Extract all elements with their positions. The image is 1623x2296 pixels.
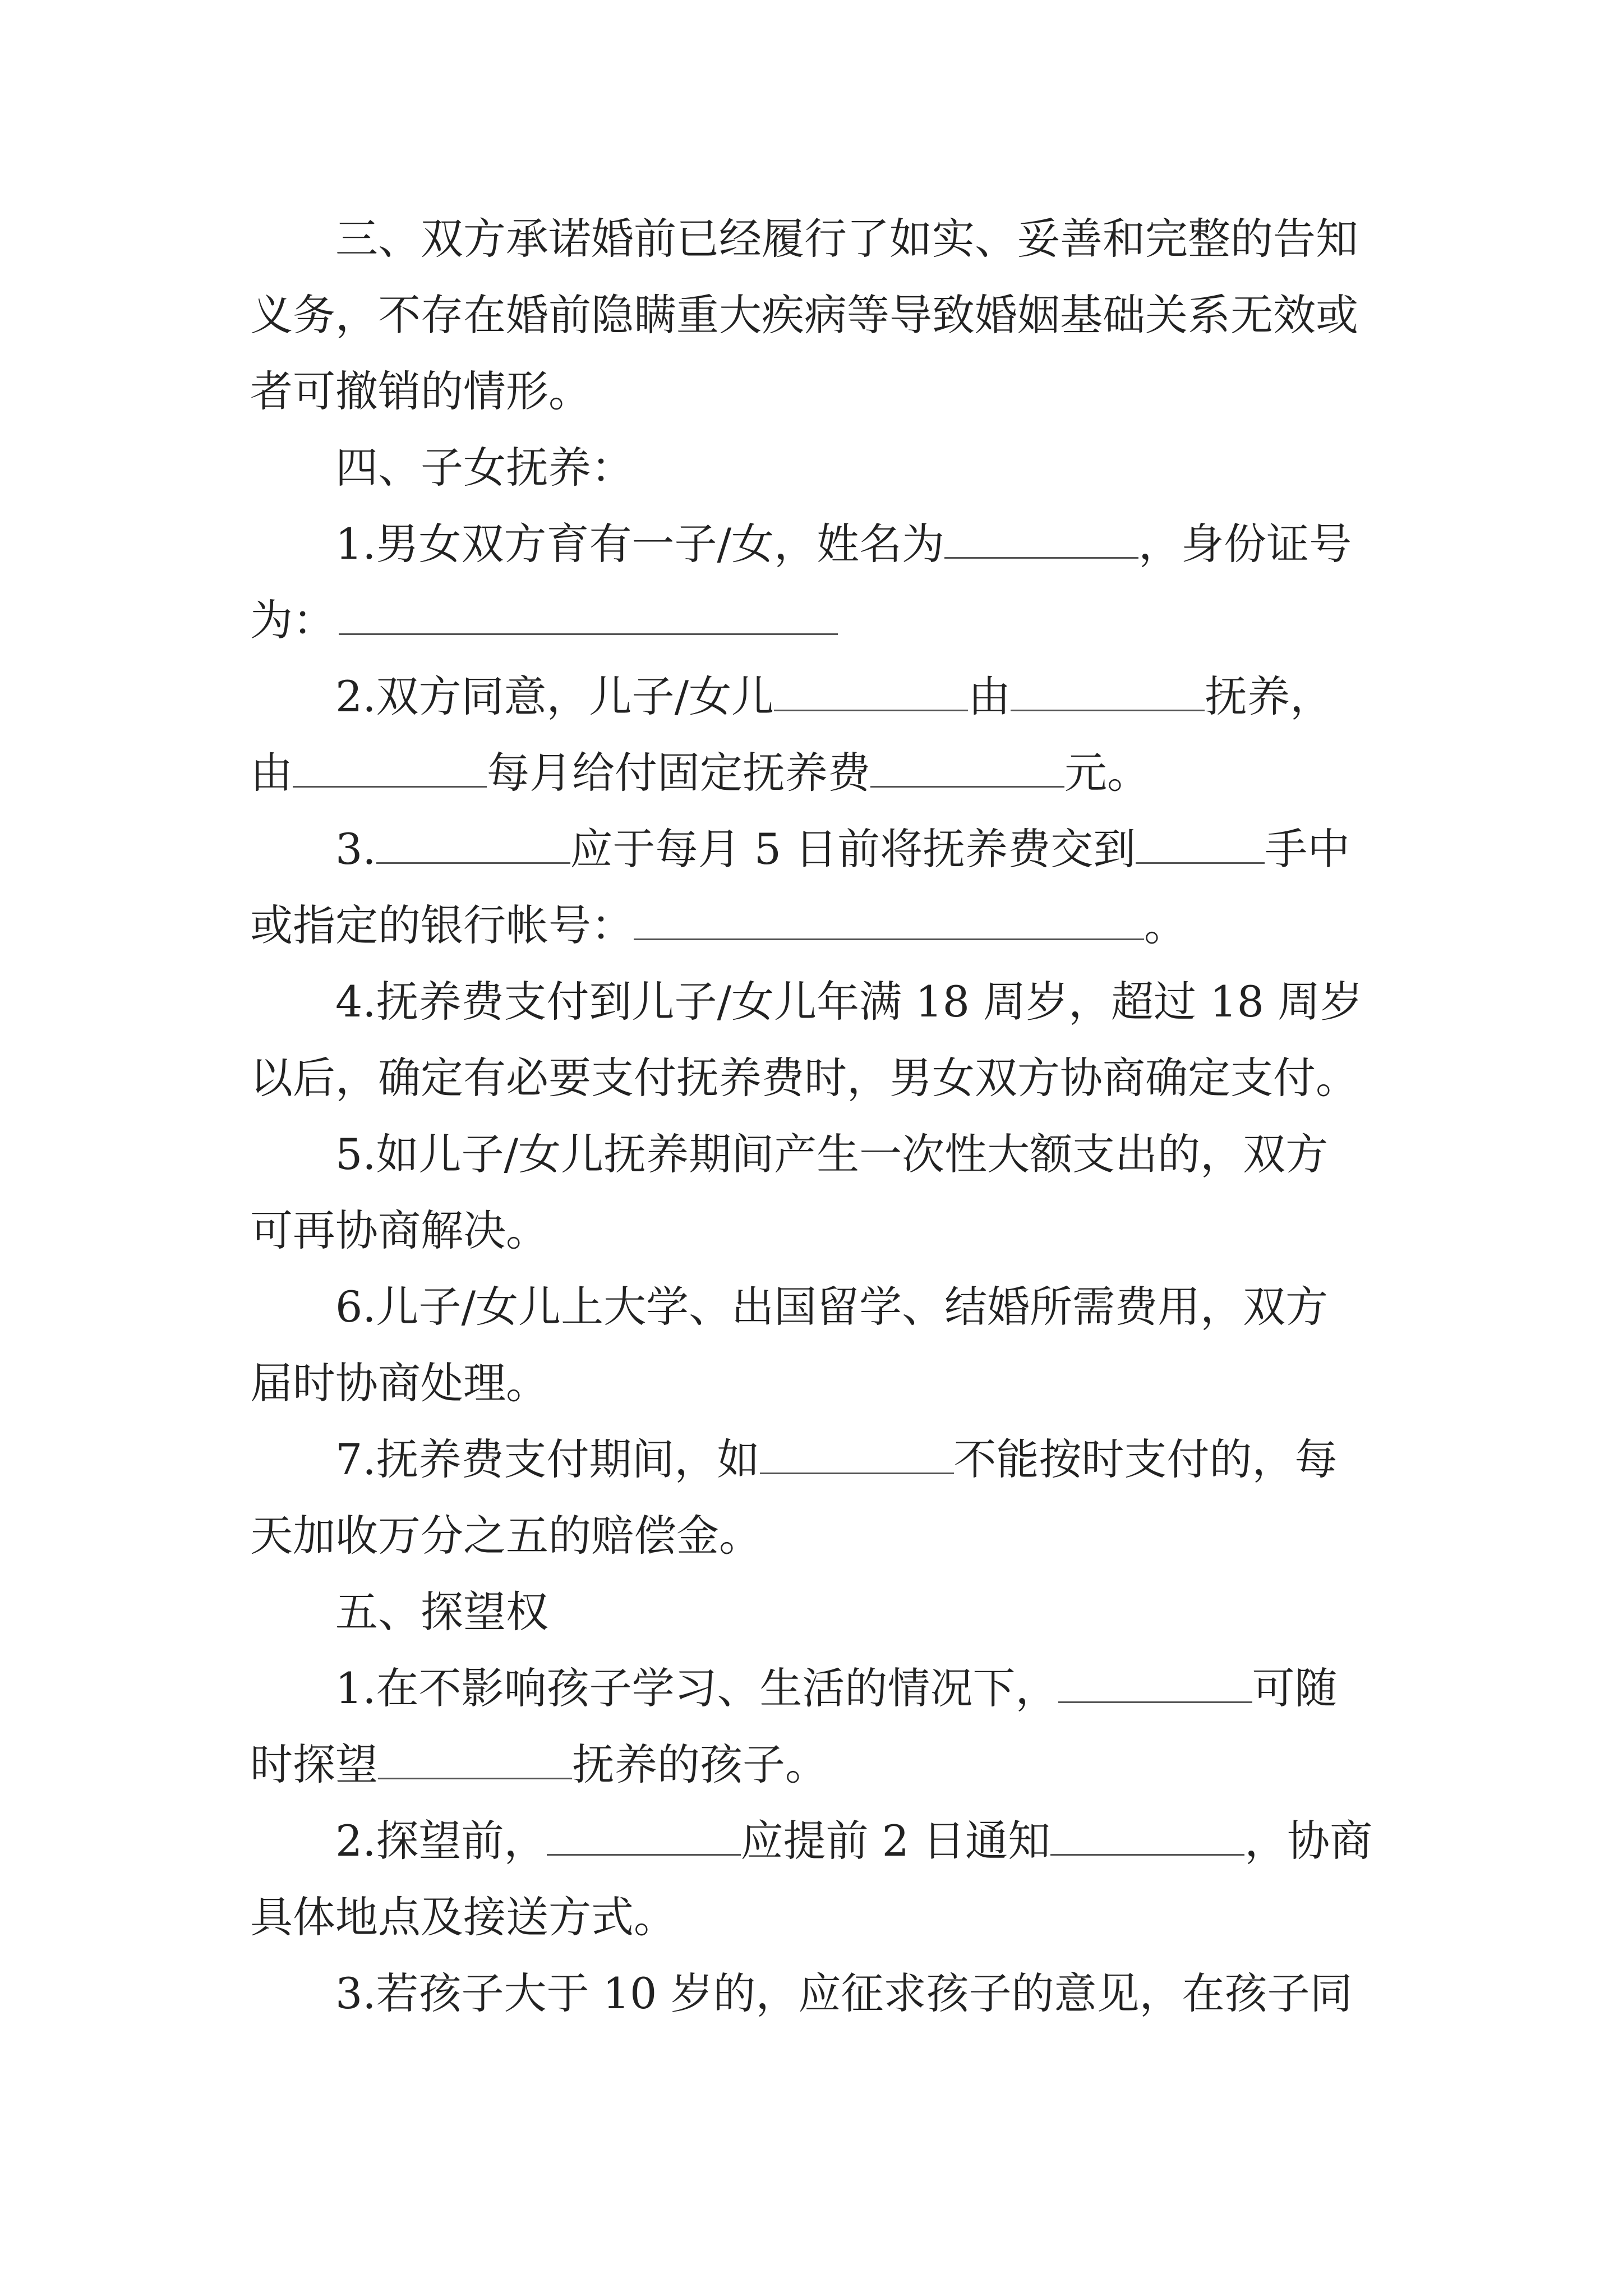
paragraph-line [250, 1345, 1383, 1421]
fill-in-blank[interactable] [1058, 1663, 1252, 1703]
fill-in-blank[interactable] [1050, 1815, 1244, 1856]
fill-in-blank[interactable] [1011, 671, 1205, 711]
text-segment: 以后，确定有必要支付抚养费时，男女双方协商确定支付。 [250, 1053, 1358, 1103]
paragraph-line [250, 1116, 1383, 1193]
section-heading [250, 1574, 1383, 1650]
paragraph-line [250, 735, 1383, 811]
paragraph-line [250, 1498, 1383, 1574]
text-segment: 3.若孩子大于 10 岁的，应征求孩子的意见，在孩子同 [335, 1968, 1353, 2018]
paragraph-line [250, 582, 1383, 659]
document-body [250, 201, 1383, 2032]
text-segment: 6.儿子/女儿上大学、出国留学、结婚所需费用，双方 [335, 1282, 1329, 1332]
paragraph-line [250, 1955, 1383, 2032]
text-segment: 4.抚养费支付到儿子/女儿年满 18 周岁，超过 18 周岁 [335, 977, 1363, 1027]
text-segment: 五、探望权 [335, 1587, 548, 1637]
text-segment: 1.在不影响孩子学习、生活的情况下， [335, 1663, 1058, 1713]
text-segment: 三、双方承诺婚前已经履行了如实、妥善和完整的告知 [335, 214, 1358, 264]
text-segment: 1.男女双方育有一子/女，姓名为 [335, 519, 945, 569]
paragraph-line [250, 506, 1383, 582]
paragraph-line [250, 964, 1383, 1040]
text-segment: 7.抚养费支付期间，如 [335, 1434, 760, 1484]
fill-in-blank[interactable] [1136, 823, 1265, 864]
text-segment: 2.探望前， [335, 1816, 547, 1866]
text-segment: 可随 [1252, 1663, 1338, 1713]
text-segment: ，身份证号 [1138, 519, 1352, 569]
text-segment: 应于每月 5 日前将抚养费交到 [570, 824, 1136, 874]
paragraph-line [250, 1650, 1383, 1727]
text-segment: 为： [250, 595, 335, 645]
text-segment: 不能按时支付的，每 [953, 1434, 1338, 1484]
paragraph-line [250, 659, 1383, 735]
paragraph-line [250, 1803, 1383, 1879]
text-segment: 抚养， [1205, 671, 1333, 721]
text-segment: 5.如儿子/女儿抚养期间产生一次性大额支出的，双方 [335, 1129, 1329, 1179]
text-segment: 2.双方同意，儿子/女儿 [335, 671, 774, 721]
fill-in-blank[interactable] [774, 671, 968, 711]
text-segment: 抚养的孩子。 [572, 1740, 828, 1789]
paragraph-line [250, 1421, 1383, 1498]
text-segment: 。 [1144, 900, 1187, 950]
text-segment: 具体地点及接送方式。 [250, 1892, 676, 1942]
fill-in-blank[interactable] [760, 1434, 954, 1474]
section-heading [250, 430, 1383, 506]
text-segment: 四、子女抚养： [335, 443, 634, 493]
text-segment: 者可撤销的情形。 [250, 366, 591, 416]
paragraph-line [250, 1269, 1383, 1345]
text-segment: ，协商 [1244, 1816, 1373, 1866]
paragraph-line [250, 201, 1383, 277]
fill-in-blank[interactable] [870, 747, 1064, 788]
paragraph-line [250, 1193, 1383, 1269]
fill-in-blank[interactable] [944, 518, 1138, 559]
fill-in-blank[interactable] [634, 900, 1144, 940]
text-segment: 天加收万分之五的赔偿金。 [250, 1511, 762, 1561]
text-segment: 时探望 [250, 1740, 378, 1789]
text-segment: 每月给付固定抚养费 [487, 748, 870, 798]
paragraph-line [250, 1879, 1383, 1955]
fill-in-blank[interactable] [547, 1815, 741, 1856]
paragraph-line [250, 353, 1383, 430]
text-segment: 手中 [1265, 824, 1350, 874]
text-segment: 3. [335, 824, 376, 874]
paragraph-line [250, 811, 1383, 887]
text-segment: 应提前 2 日通知 [740, 1816, 1051, 1866]
fill-in-blank[interactable] [378, 1739, 572, 1779]
text-segment: 义务，不存在婚前隐瞒重大疾病等导致婚姻基础关系无效或 [250, 290, 1358, 340]
text-segment: 可再协商解决。 [250, 1205, 548, 1255]
paragraph-line [250, 1727, 1383, 1803]
paragraph-line [250, 277, 1383, 353]
text-segment: 由 [250, 748, 293, 798]
text-segment: 元。 [1064, 748, 1150, 798]
text-segment: 或指定的银行帐号： [250, 900, 634, 950]
fill-in-blank[interactable] [339, 595, 838, 635]
fill-in-blank[interactable] [376, 823, 570, 864]
fill-in-blank[interactable] [293, 747, 487, 788]
paragraph-line [250, 887, 1383, 964]
text-segment: 由 [968, 671, 1011, 721]
text-segment: 届时协商处理。 [250, 1358, 548, 1408]
paragraph-line [250, 1040, 1383, 1116]
